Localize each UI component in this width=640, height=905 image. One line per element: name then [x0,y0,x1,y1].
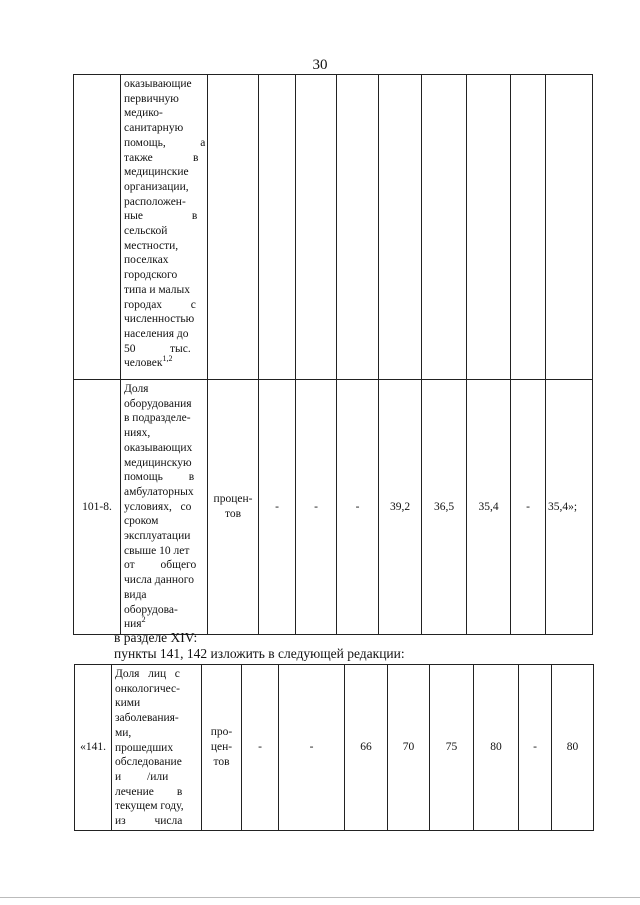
unit-line: тов [224,508,242,520]
description-line: помощь, а [124,136,206,149]
value-cell: 70 [388,665,430,831]
page-number: 30 [312,57,328,73]
description-line: Доля [124,383,149,395]
value-cell: - [519,665,552,831]
description-line: текущем году, [115,800,184,813]
value-cell: 39,2 [379,380,422,635]
description-last-line [124,356,204,371]
unit-cell [202,665,242,831]
value-cell: 75 [430,665,474,831]
description-line: 50 тыс. [124,342,191,355]
value-cell: - [242,665,279,831]
description-line: и /или [115,770,169,783]
description-line: городах с [124,298,196,311]
description-line: оказывающих [124,441,193,454]
value-cell [546,75,593,380]
value-cell: - [279,665,345,831]
description-line: местности, [124,239,179,252]
description-line: Доля лиц с [115,668,180,680]
description-line: первичную [124,92,179,105]
description-line: численностью [124,313,195,326]
value-cell: - [296,380,337,635]
value-cell: 35,4 [467,380,511,635]
description-line: обследование [115,756,182,769]
description-line: оказывающие [124,78,192,90]
description-line: медико- [124,107,163,120]
unit-line: про- [210,726,233,739]
description-line: вида [124,588,147,601]
description-line: в подразделе- [124,412,191,425]
value-cell [422,75,467,380]
unit-cell [208,380,259,635]
description-text: ния [124,618,142,631]
row-number-cell [74,75,121,380]
value-cell: 36,5 [422,380,467,635]
unit-line: процен- [213,493,253,506]
description-line: организации, [124,180,189,193]
value-cell [511,75,546,380]
description-line: условиях, со [124,500,192,513]
description-text: человек [124,357,163,370]
unit-line: цен- [210,741,233,754]
description-line: сельской [124,225,168,238]
description-line: медицинские [124,166,189,179]
value-cell: 66 [345,665,388,831]
description-line: ные в [124,210,198,223]
description-line: типа и малых [124,283,190,296]
description-line: сроком [124,515,159,528]
value-cell [259,75,296,380]
description-line: оборудова- [124,603,178,616]
description-line: эксплуатации [124,530,191,543]
description-line: свыше 10 лет [124,544,190,557]
indicator-description-cell [121,380,208,635]
section-heading-line: в разделе XIV: [114,630,198,645]
description-line: оборудования [124,397,192,410]
indicator-description-cell [121,75,208,380]
table-row-continued [74,75,593,380]
value-cell: 80 [474,665,519,831]
amendment-instruction-line: пункты 141, 142 изложить в следующей редакции: [114,646,405,661]
description-line: амбулаторных [124,485,194,498]
table-row-101-8 [74,380,593,635]
description-line: также в [124,151,199,164]
value-cell [467,75,511,380]
description-line: из числа [115,815,183,828]
description-line: ми, [115,726,132,739]
value-cell: - [337,380,379,635]
description-line: расположен- [124,195,186,208]
description-line: кими [115,697,141,710]
description-line: онкологичес- [115,682,180,695]
value-cell [296,75,337,380]
description-line: помощь в [124,471,195,484]
description-line: ниях, [124,427,151,440]
value-cell: - [259,380,296,635]
description-line: поселках [124,254,169,267]
description-line: населения до [124,327,189,340]
description-line: от общего [124,559,197,572]
value-cell [337,75,379,380]
row-number-cell: «141. [75,665,112,831]
description-line: прошедших [115,741,174,754]
value-cell: 80 [552,665,594,831]
description-line: заболевания- [115,712,179,725]
unit-cell [208,75,259,380]
unit-line: тов [213,755,230,768]
description-line: медицинскую [124,456,192,469]
row-number-cell: 101-8. [74,380,121,635]
footnote-mark: 1,2 [162,354,173,364]
indicators-table-upper [73,74,593,635]
page-bottom-edge [0,897,640,898]
indicators-table-section-xiv [74,664,594,831]
description-line: городского [124,269,178,282]
description-line: санитарную [124,122,184,135]
description-line: числа данного [124,574,194,587]
value-cell: - [511,380,546,635]
description-line: лечение в [115,785,183,798]
indicator-description-cell [112,665,202,831]
value-cell [379,75,422,380]
value-cell: 35,4»; [546,380,593,635]
table-row-141 [75,665,594,831]
footnote-mark: 2 [141,615,146,625]
